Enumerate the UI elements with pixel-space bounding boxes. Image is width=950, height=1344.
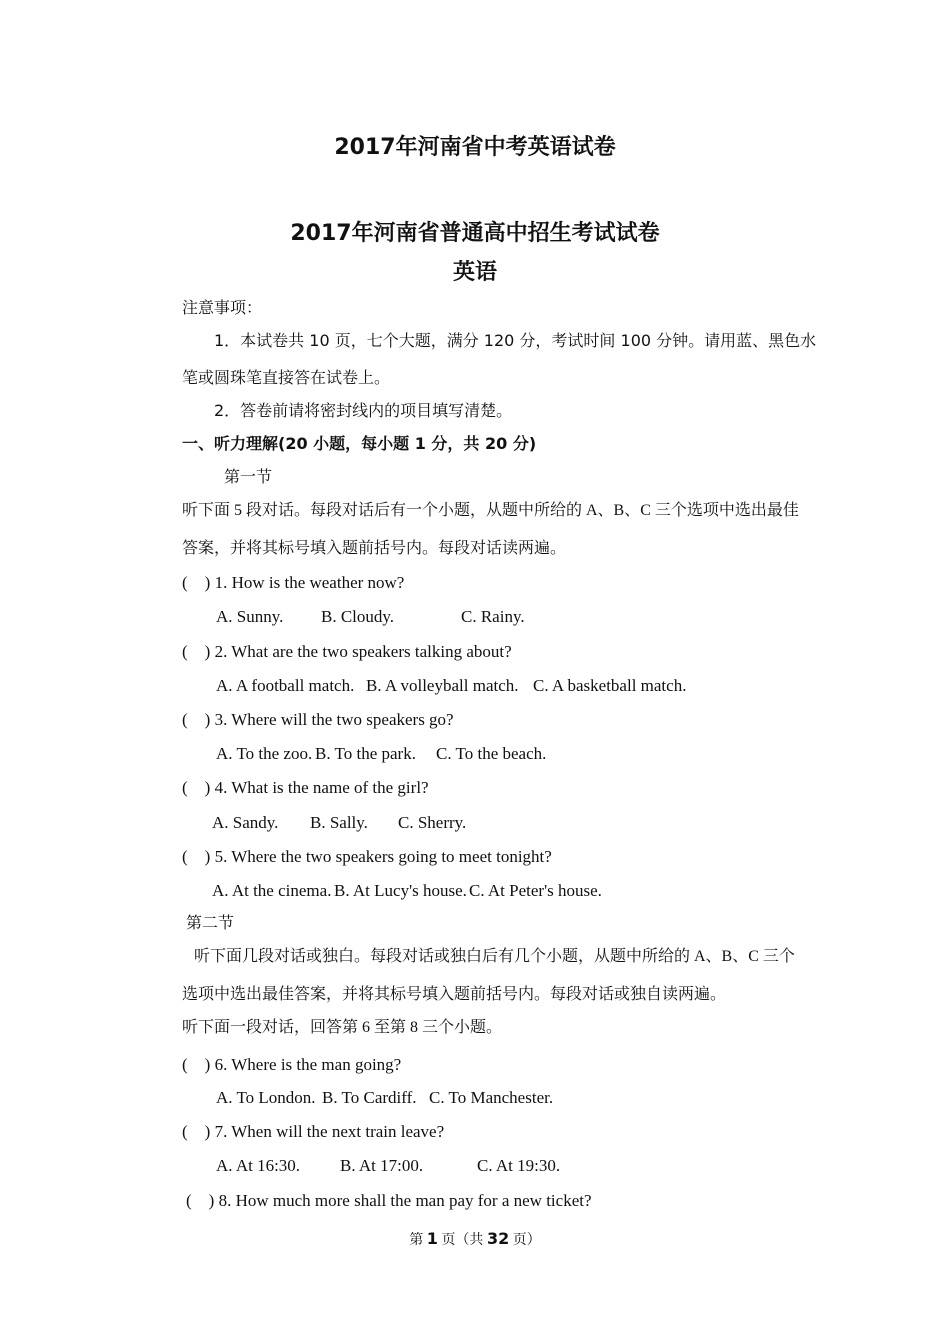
question-5: ( ) 5. Where the two speakers going to meet tonight? bbox=[182, 847, 552, 866]
footer-total-pages: 32 bbox=[486, 1229, 510, 1248]
q7-option-b: B. At 17:00. bbox=[340, 1156, 424, 1175]
q2-option-b: B. A volleyball match. bbox=[366, 676, 519, 695]
q4-option-a: A. Sandy. bbox=[212, 813, 279, 832]
part2-instruction-cont: 选项中选出最佳答案，并将其标号填入题前括号内。每段对话或独自读两遍。 bbox=[182, 986, 727, 1003]
main-title: 2017年河南省中考英语试卷 bbox=[334, 135, 616, 160]
q3-option-c: C. To the beach. bbox=[436, 744, 547, 763]
footer-prefix: 第 bbox=[409, 1233, 424, 1248]
page-footer bbox=[0, 1231, 950, 1248]
q7-option-c: C. At 19:30. bbox=[477, 1156, 561, 1175]
question-6: ( ) 6. Where is the man going? bbox=[182, 1055, 402, 1074]
footer-suffix: 页） bbox=[512, 1233, 541, 1248]
q6-option-c: C. To Manchester. bbox=[429, 1088, 554, 1107]
notice-heading: 注意事项： bbox=[182, 298, 263, 317]
section-heading: 一、听力理解(20 小题，每小题 1 分，共 20 分) bbox=[182, 434, 537, 453]
footer-page-number: 1 bbox=[426, 1229, 438, 1248]
part1-instruction: 听下面 5 段对话。每段对话后有一个小题，从题中所给的 A、B、C 三个选项中选出最佳 bbox=[182, 502, 799, 519]
sub-title: 2017年河南省普通高中招生考试试卷 bbox=[290, 221, 660, 246]
q5-option-b: B. At Lucy's house. bbox=[334, 881, 467, 900]
q1-option-a: A. Sunny. bbox=[216, 607, 284, 626]
q2-option-c: C. A basketball match. bbox=[533, 676, 687, 695]
part1-instruction-cont: 答案，并将其标号填入题前括号内。每段对话读两遍。 bbox=[182, 540, 567, 557]
notice-item-1-cont: 笔或圆珠笔直接答在试卷上。 bbox=[182, 368, 391, 387]
q4-option-b: B. Sally. bbox=[310, 813, 368, 832]
part2-label: 第二节 bbox=[186, 915, 235, 932]
footer-middle: 页（共 bbox=[441, 1233, 484, 1248]
q6-option-b: B. To Cardiff. bbox=[322, 1088, 417, 1107]
subject-title: 英语 bbox=[452, 260, 497, 285]
q1-option-c: C. Rainy. bbox=[461, 607, 525, 626]
part2-instruction: 听下面几段对话或独白。每段对话或独白后有几个小题，从题中所给的 A、B、C 三个 bbox=[194, 948, 795, 965]
q6-option-a: A. To London. bbox=[216, 1088, 316, 1107]
q5-option-c: C. At Peter's house. bbox=[469, 881, 602, 900]
q4-option-c: C. Sherry. bbox=[398, 813, 467, 832]
q7-option-a: A. At 16:30. bbox=[216, 1156, 301, 1175]
q3-option-a: A. To the zoo. bbox=[216, 744, 313, 763]
question-1: ( ) 1. How is the weather now? bbox=[182, 573, 405, 592]
notice-item-1: 1．本试卷共 10 页，七个大题，满分 120 分，考试时间 100 分钟。请用蓝、黑色水 bbox=[214, 331, 817, 350]
part1-label: 第一节 bbox=[224, 469, 273, 486]
question-3: ( ) 3. Where will the two speakers go? bbox=[182, 710, 454, 729]
q2-option-a: A. A football match. bbox=[216, 676, 355, 695]
q1-option-b: B. Cloudy. bbox=[321, 607, 395, 626]
notice-item-2: 2．答卷前请将密封线内的项目填写清楚。 bbox=[214, 401, 513, 420]
part2-instruction-q6-8: 听下面一段对话，回答第 6 至第 8 三个小题。 bbox=[182, 1019, 503, 1036]
q5-option-a: A. At the cinema. bbox=[212, 881, 332, 900]
question-2: ( ) 2. What are the two speakers talking about? bbox=[182, 642, 512, 661]
question-7: ( ) 7. When will the next train leave? bbox=[182, 1122, 445, 1141]
q3-option-b: B. To the park. bbox=[315, 744, 416, 763]
question-8: ( ) 8. How much more shall the man pay for a new ticket? bbox=[186, 1191, 592, 1210]
question-4: ( ) 4. What is the name of the girl? bbox=[182, 778, 429, 797]
